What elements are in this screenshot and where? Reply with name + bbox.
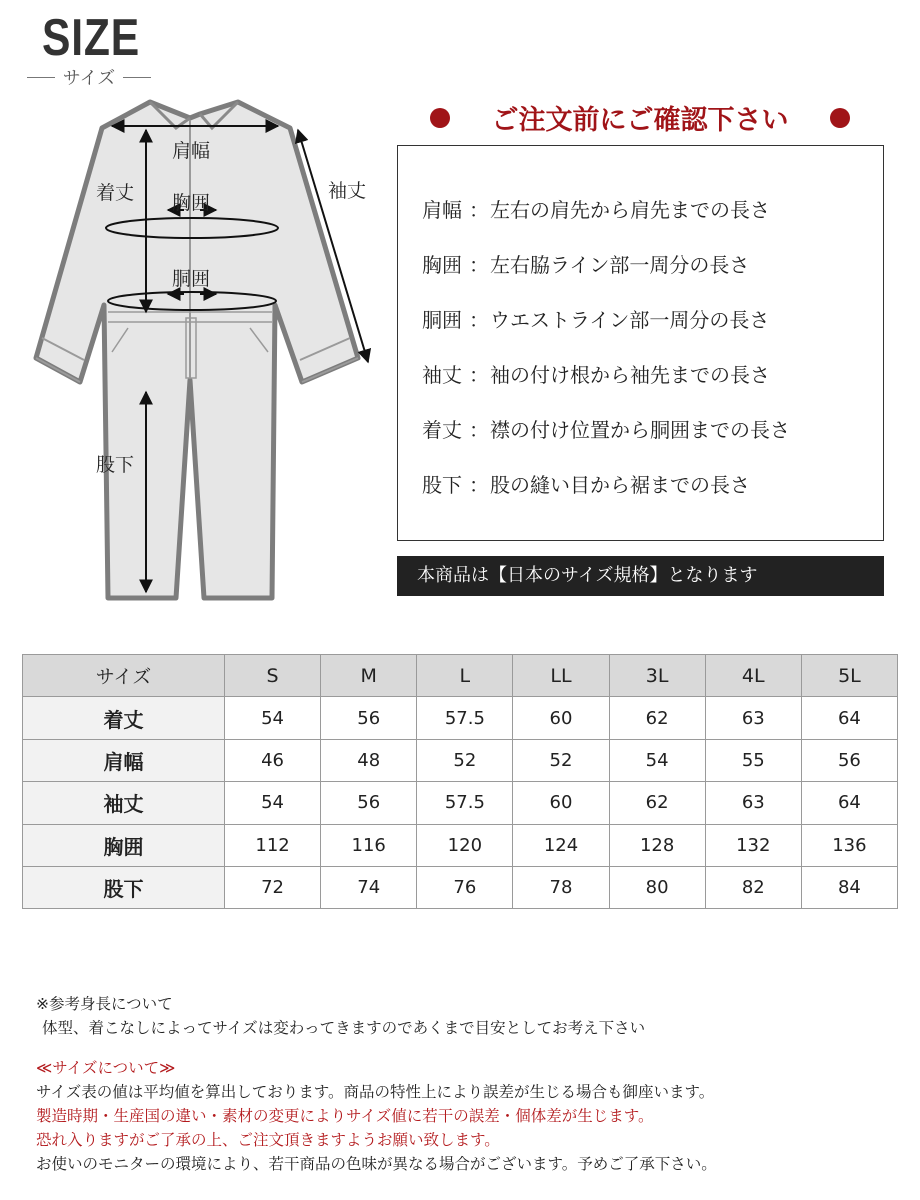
coverall-illustration [0,90,400,610]
table-row [23,697,898,739]
table-cell: 78 [513,866,609,908]
size-column-header: M [321,655,417,697]
definition-text: 股の縫い目から裾までの長さ [490,473,750,497]
definition-row [422,359,770,388]
table-cell: 80 [609,866,705,908]
definition-sep: ： [469,253,489,277]
table-corner-header: サイズ [23,655,225,697]
table-cell: 54 [609,739,705,781]
table-cell: 56 [321,697,417,739]
about-size-line: サイズ表の値は平均値を算出しております。商品の特性上により誤差が生じる場合も御座います。 [36,1083,715,1101]
table-row [23,739,898,781]
table-cell: 54 [225,782,321,824]
table-row [23,782,898,824]
table-cell: 60 [513,782,609,824]
table-cell: 54 [225,697,321,739]
table-cell: 56 [801,739,897,781]
table-cell: 116 [321,824,417,866]
row-header: 着丈 [23,697,225,739]
label-sleeve: 袖丈 [328,180,367,202]
about-size-title: ≪サイズについて≫ [36,1059,176,1077]
size-column-header: 3L [609,655,705,697]
row-header: 股下 [23,866,225,908]
table-cell: 52 [513,739,609,781]
definition-sep: ： [469,363,489,387]
size-subheading-text: サイズ [62,68,116,89]
definition-text: ウエストライン部一周分の長さ [490,308,770,332]
table-cell: 48 [321,739,417,781]
definition-row [422,304,769,333]
table-cell: 63 [705,697,801,739]
size-column-header: L [417,655,513,697]
table-cell: 63 [705,782,801,824]
table-cell: 124 [513,824,609,866]
size-column-header: LL [513,655,609,697]
table-cell: 57.5 [417,782,513,824]
row-header: 肩幅 [23,739,225,781]
definition-text: 襟の付け位置から胴囲までの長さ [490,418,790,442]
definition-row [422,469,750,498]
table-cell: 64 [801,697,897,739]
table-cell: 55 [705,739,801,781]
definition-term: 袖丈 [422,363,462,387]
definition-row [422,414,790,443]
table-row [23,866,898,908]
definition-text: 左右脇ライン部一周分の長さ [490,253,750,277]
table-cell: 64 [801,782,897,824]
table-cell: 72 [225,866,321,908]
definition-row [422,249,749,278]
row-header: 袖丈 [23,782,225,824]
label-waist: 胴囲 [172,268,211,290]
definition-sep: ： [469,198,489,222]
table-cell: 57.5 [417,697,513,739]
notice-title [430,98,850,137]
label-length: 着丈 [96,182,135,204]
size-column-header: 4L [705,655,801,697]
about-size-line: 恐れ入りますがご了承の上、ご注文頂きますようお願い致します。 [36,1131,500,1149]
size-heading: SIZE [42,9,141,67]
table-cell: 52 [417,739,513,781]
definition-term: 股下 [422,473,462,497]
table-cell: 136 [801,824,897,866]
table-cell: 132 [705,824,801,866]
size-column-header: S [225,655,321,697]
label-shoulder: 肩幅 [172,140,211,162]
bullet-dot-icon [430,108,450,128]
about-size-line: お使いのモニターの環境により、若干商品の色味が異なる場合がございます。予めご了承下さい。 [36,1155,717,1173]
bullet-dot-icon [830,108,850,128]
table-cell: 74 [321,866,417,908]
table-cell: 62 [609,697,705,739]
divider-left [27,77,55,78]
coverall-diagram [0,90,400,610]
definition-term: 肩幅 [422,198,462,222]
label-chest: 胸囲 [172,192,211,214]
table-cell: 60 [513,697,609,739]
table-cell: 82 [705,866,801,908]
table-cell: 46 [225,739,321,781]
definition-sep: ： [469,308,489,332]
table-header-row [23,655,898,697]
table-row [23,824,898,866]
notice-title-text: ご注文前にご確認下さい [491,105,789,136]
japan-size-standard-banner: 本商品は【日本のサイズ規格】となります [397,556,884,596]
size-table [22,654,898,909]
definition-row [422,194,770,223]
definition-term: 胸囲 [422,253,462,277]
size-column-header: 5L [801,655,897,697]
table-cell: 128 [609,824,705,866]
table-cell: 62 [609,782,705,824]
row-header: 胸囲 [23,824,225,866]
table-cell: 120 [417,824,513,866]
label-inseam: 股下 [96,454,135,476]
table-cell: 112 [225,824,321,866]
definition-sep: ： [469,473,489,497]
size-subheading [14,64,164,90]
definition-text: 袖の付け根から袖先までの長さ [490,363,770,387]
definition-sep: ： [469,418,489,442]
reference-height-title: ※参考身長について [36,995,173,1013]
definition-text: 左右の肩先から肩先までの長さ [490,198,770,222]
about-size-line: 製造時期・生産国の違い・素材の変更によりサイズ値に若干の誤差・個体差が生じます。 [36,1107,654,1125]
definition-term: 胴囲 [422,308,462,332]
coverall-body [36,102,358,598]
table-cell: 76 [417,866,513,908]
table-cell: 56 [321,782,417,824]
table-cell: 84 [801,866,897,908]
divider-right [123,77,151,78]
reference-height-text: 体型、着こなしによってサイズは変わってきますのであくまで目安としてお考え下さい [42,1019,646,1037]
definition-box [397,145,884,541]
definition-term: 着丈 [422,418,462,442]
